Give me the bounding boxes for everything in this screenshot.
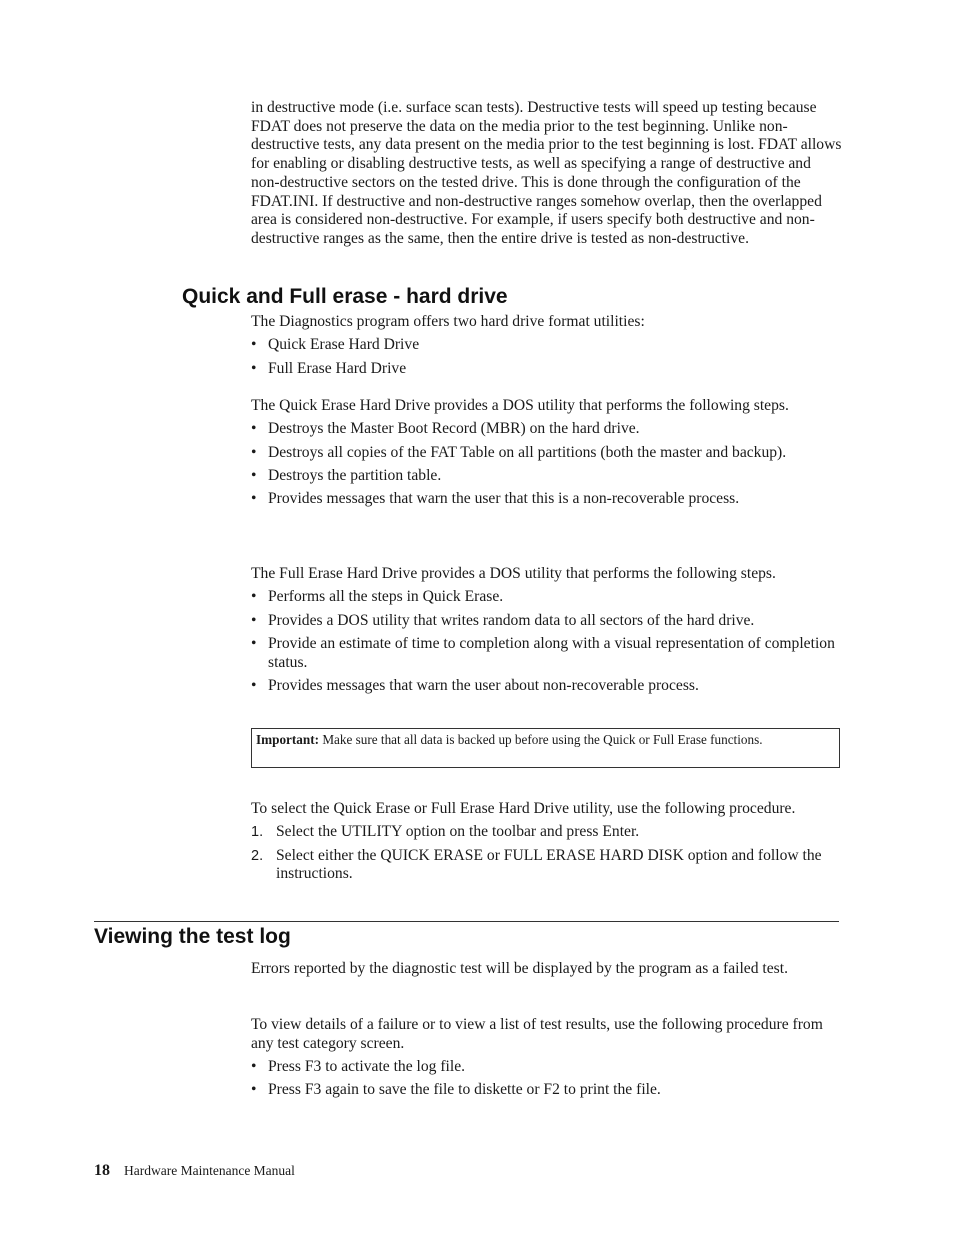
bullet-icon: • xyxy=(251,490,257,508)
list-item-text: Destroys all copies of the FAT Table on all partitions (both the master and backup). xyxy=(268,443,787,461)
bullet-icon: • xyxy=(251,611,257,629)
section-heading-quick-full-erase: Quick and Full erase - hard drive xyxy=(182,285,508,308)
page-footer xyxy=(94,1162,295,1180)
bullet-icon: • xyxy=(251,420,257,438)
procedure-steps xyxy=(251,823,843,884)
important-text: Make sure that all data is backed up before using the Quick or Full Erase functions. xyxy=(322,732,763,747)
section1-lead: The Diagnostics program offers two hard drive format utilities: xyxy=(251,313,645,330)
list-item xyxy=(251,847,843,884)
quick-erase-intro: The Quick Erase Hard Drive provides a DOS utility that performs the following steps. xyxy=(251,397,789,414)
bullet-icon: • xyxy=(251,443,257,461)
procedure-intro: To select the Quick Erase or Full Erase Hard Drive utility, use the following procedure. xyxy=(251,800,796,817)
list-item-text: Provides a DOS utility that writes random data to all sectors of the hard drive. xyxy=(268,611,755,629)
list-item xyxy=(251,420,843,439)
list-item-text: Select either the QUICK ERASE or FULL ERASE HARD DISK option and follow the instructions. xyxy=(276,846,822,883)
bullet-icon: • xyxy=(251,466,257,484)
section1-lead-block xyxy=(251,313,843,378)
list-item-text: Destroys the Master Boot Record (MBR) on the hard drive. xyxy=(268,420,640,438)
list-item-text: Select the UTILITY option on the toolbar and press Enter. xyxy=(276,823,640,841)
full-erase-intro: The Full Erase Hard Drive provides a DOS utility that performs the following steps. xyxy=(251,565,776,582)
list-item xyxy=(251,444,843,463)
list-item xyxy=(251,677,843,696)
list-item xyxy=(251,1081,843,1100)
step-number: 1. xyxy=(251,824,264,841)
list-item-text: Performs all the steps in Quick Erase. xyxy=(268,588,504,606)
list-item-text: Full Erase Hard Drive xyxy=(268,359,407,377)
list-item-text: Provides messages that warn the user that this is a non-recoverable process. xyxy=(268,490,740,508)
test-log-steps xyxy=(251,1058,843,1100)
section-heading-test-log: Viewing the test log xyxy=(94,925,291,948)
important-label: Important: xyxy=(256,732,320,747)
full-erase-block xyxy=(251,565,843,696)
list-item xyxy=(251,588,843,607)
bullet-icon: • xyxy=(251,359,257,377)
procedure-block xyxy=(251,800,843,884)
list-item-text: Provides messages that warn the user about non-recoverable process. xyxy=(268,676,699,694)
list-item xyxy=(251,612,843,631)
test-log-paragraph-2: To view details of a failure or to view a list of test results, use the following procedure from any test category screen. xyxy=(251,1016,823,1052)
list-item-text: Destroys the partition table. xyxy=(268,466,442,484)
manual-title: Hardware Maintenance Manual xyxy=(124,1163,295,1178)
list-item xyxy=(251,635,843,672)
list-item xyxy=(251,467,843,486)
list-item xyxy=(251,360,843,379)
test-log-paragraph-1: Errors reported by the diagnostic test will be displayed by the program as a failed test. xyxy=(251,960,788,977)
section-divider xyxy=(94,921,839,922)
step-number: 2. xyxy=(251,847,264,864)
test-log-block-2 xyxy=(251,1016,843,1100)
bullet-icon: • xyxy=(251,676,257,694)
quick-erase-steps xyxy=(251,420,843,509)
bullet-icon: • xyxy=(251,588,257,606)
page-number: 18 xyxy=(94,1162,110,1179)
list-item-text: Press F3 again to save the file to diskette or F2 to print the file. xyxy=(268,1081,661,1099)
list-item xyxy=(251,336,843,355)
bullet-icon: • xyxy=(251,1058,257,1075)
list-item xyxy=(251,490,843,509)
bullet-icon: • xyxy=(251,336,257,354)
intro-block xyxy=(251,99,843,249)
important-note xyxy=(251,728,840,768)
full-erase-steps xyxy=(251,588,843,695)
list-item-text: Provide an estimate of time to completion along with a visual representation of completion status. xyxy=(268,634,835,671)
utilities-list xyxy=(251,336,843,378)
list-item-text: Quick Erase Hard Drive xyxy=(268,336,420,354)
intro-paragraph: in destructive mode (i.e. surface scan tests). Destructive tests will speed up testing because FDAT does not preserve the data on the media prior to the test beginning. Unlike non-destructive tests, any data present on the media prior to the test beginning is lost. FDAT allows for enabling or disabling destructive tests, as well as specifying a range of destructive and non-destructive sectors on the tested drive. This is done through the configuration of the FDAT.INI. If destructive and non-destructive ranges somehow overlap, then the overlapped area is considered non-destructive. For example, if users specify both destructive and non-destructive ranges as the same, then the entire drive is tested as non-destructive. xyxy=(251,99,842,247)
bullet-icon: • xyxy=(251,634,257,652)
quick-erase-block xyxy=(251,397,843,509)
list-item xyxy=(251,1058,843,1077)
list-item xyxy=(251,823,843,842)
test-log-block-1 xyxy=(251,960,843,979)
list-item-text: Press F3 to activate the log file. xyxy=(268,1058,466,1075)
bullet-icon: • xyxy=(251,1081,257,1099)
